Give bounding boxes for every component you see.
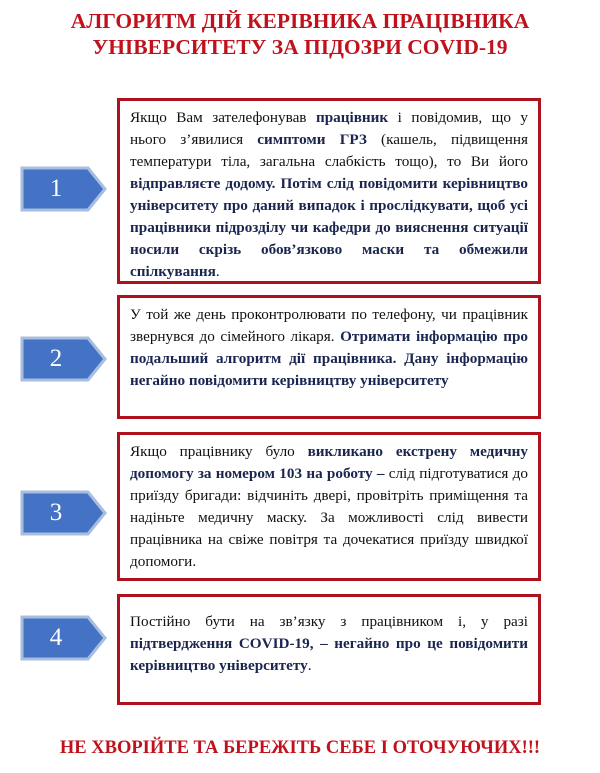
emphasis-text: симптоми ГРЗ [257, 131, 367, 148]
page-title [0, 8, 600, 60]
step-1-box [117, 98, 541, 284]
body-text: У той же день проконтролювати по телефону, чи працівник звернувся до сімейного лікаря. [130, 306, 528, 345]
title-line-2: УНІВЕРСИТЕТУ ЗА ПІДОЗРИ COVID-19 [92, 35, 508, 59]
emphasis-text: Отримати інформацію про подальший алгоритм дії працівника. Дану інформацію негайно повідомити керівництву університету [130, 328, 528, 389]
step-3-arrow [20, 490, 108, 536]
body-text: і повідомив, що у нього з’явилися [130, 109, 528, 148]
step-4-text [130, 611, 528, 677]
emphasis-text: працівник [315, 109, 389, 126]
body-text: слід підготуватися до приїзду бригади: відчиніть двері, провітріть приміщення та надіньте медичну маску. За можливості слід вивести працівника на свіже повітря та дочекатися приїзду швидкої допомоги. [130, 465, 528, 570]
body-text: . [307, 657, 312, 674]
step-3-number: 3 [49, 499, 63, 526]
step-2-box [117, 295, 541, 419]
step-4-number: 4 [49, 624, 63, 651]
body-text: Якщо працівнику було [130, 443, 308, 460]
body-text: Постійно бути на зв’язку з працівником і, у разі [130, 613, 528, 630]
body-text: Якщо Вам зателефонував [130, 109, 316, 126]
step-4-arrow [20, 615, 108, 661]
step-1-arrow [20, 166, 108, 212]
step-1-text [130, 107, 528, 283]
step-4-box [117, 594, 541, 705]
body-text: . [215, 263, 220, 280]
body-text: (кашель, підвищення температури тіла, загальна слабкість тощо), то Ви його [130, 131, 528, 170]
step-1-number: 1 [49, 175, 63, 202]
emphasis-text: підтвердження COVID-19, – негайно про це повідомити керівництво університету [130, 635, 528, 674]
step-2-text [130, 304, 528, 392]
step-2-arrow [20, 336, 108, 382]
footer-slogan: НЕ ХВОРІЙТЕ ТА БЕРЕЖІТЬ СЕБЕ І ОТОЧУЮЧИХ!!! [59, 738, 541, 758]
emphasis-text: викликано екстрену медичну допомогу за номером 103 на роботу – [130, 443, 528, 482]
title-line-1: АЛГОРИТМ ДІЙ КЕРІВНИКА ПРАЦІВНИКА [70, 9, 530, 33]
step-3-box [117, 432, 541, 581]
step-2-number: 2 [49, 345, 63, 372]
step-3-text [130, 441, 528, 573]
emphasis-text: відправляєте додому. Потім слід повідомити керівництво університету про даний випадок і прослідкувати, щоб усі працівники підрозділу чи кафедри до вияснення ситуації носили скрізь обов’язково маски та обмежили спілкування [130, 175, 528, 280]
